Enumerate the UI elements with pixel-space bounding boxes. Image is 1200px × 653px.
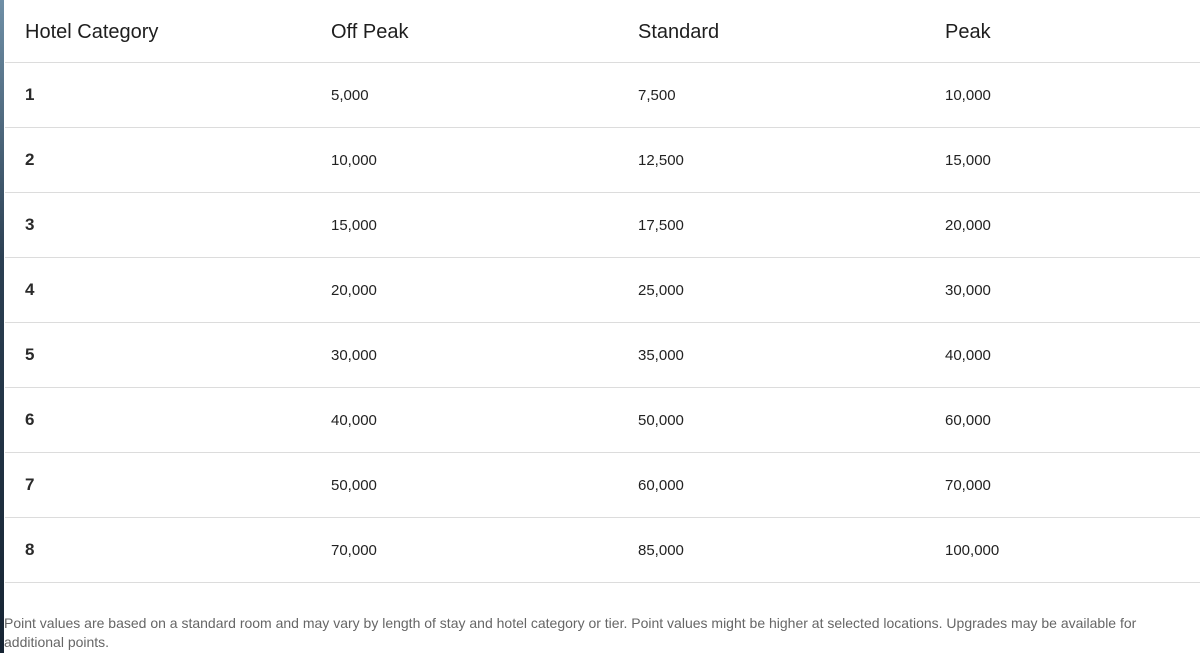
category-cell [5,63,311,128]
category-cell [5,323,311,388]
off-peak-value: 15,000 [331,216,377,234]
peak-value: 60,000 [945,411,991,429]
footnote-text: Point values are based on a standard room and may vary by length of stay and hotel category or tier. Point values might be higher at selected locations. Upgrades may be available for additional points. [4,615,1137,650]
peak-cell [925,258,1200,323]
table-body [5,63,1200,583]
off-peak-cell [311,388,618,453]
standard-value: 12,500 [638,151,684,169]
off-peak-cell [311,518,618,583]
left-edge-strip [0,0,4,653]
header-label: Standard [638,20,720,43]
category-cell [5,128,311,193]
category-cell [5,453,311,518]
category-value: 3 [25,215,35,234]
standard-cell [618,63,925,128]
off-peak-value: 10,000 [331,151,377,169]
header-standard [618,0,925,63]
peak-cell [925,518,1200,583]
off-peak-value: 20,000 [331,281,377,299]
category-cell [5,388,311,453]
peak-value: 15,000 [945,151,991,169]
off-peak-value: 40,000 [331,411,377,429]
header-hotel-category [5,0,311,63]
header-label: Off Peak [331,20,409,43]
peak-value: 70,000 [945,476,991,494]
header-peak [925,0,1200,63]
peak-value: 20,000 [945,216,991,234]
standard-value: 50,000 [638,411,684,429]
off-peak-value: 70,000 [331,541,377,559]
standard-value: 25,000 [638,281,684,299]
category-value: 7 [25,475,35,494]
standard-cell [618,518,925,583]
peak-value: 100,000 [945,541,1000,559]
category-value: 4 [25,280,35,299]
off-peak-cell [311,258,618,323]
standard-value: 35,000 [638,346,684,364]
off-peak-cell [311,453,618,518]
header-label: Peak [945,20,991,43]
peak-value: 40,000 [945,346,991,364]
category-value: 6 [25,410,35,429]
standard-value: 7,500 [638,86,676,104]
category-value: 8 [25,540,35,559]
category-cell [5,258,311,323]
peak-cell [925,128,1200,193]
standard-value: 17,500 [638,216,684,234]
header-off-peak [311,0,618,63]
peak-cell [925,453,1200,518]
peak-value: 10,000 [945,86,991,104]
standard-cell [618,128,925,193]
peak-cell [925,193,1200,258]
category-value: 1 [25,85,35,104]
category-value: 5 [25,345,35,364]
award-chart-table-wrapper [5,0,1200,583]
off-peak-value: 30,000 [331,346,377,364]
off-peak-cell [311,128,618,193]
standard-cell [618,193,925,258]
off-peak-cell [311,193,618,258]
award-chart-table [5,0,1200,583]
off-peak-cell [311,63,618,128]
off-peak-cell [311,323,618,388]
table-row [5,128,1200,193]
peak-value: 30,000 [945,281,991,299]
header-row [5,0,1200,63]
standard-cell [618,258,925,323]
peak-cell [925,63,1200,128]
standard-value: 85,000 [638,541,684,559]
table-row [5,388,1200,453]
category-cell [5,518,311,583]
table-row [5,323,1200,388]
standard-value: 60,000 [638,476,684,494]
off-peak-value: 5,000 [331,86,369,104]
table-row [5,518,1200,583]
table-row [5,63,1200,128]
category-cell [5,193,311,258]
standard-cell [618,453,925,518]
header-label: Hotel Category [25,20,159,43]
peak-cell [925,323,1200,388]
standard-cell [618,388,925,453]
table-header [5,0,1200,63]
table-row [5,453,1200,518]
off-peak-value: 50,000 [331,476,377,494]
table-row [5,193,1200,258]
table-row [5,258,1200,323]
peak-cell [925,388,1200,453]
category-value: 2 [25,150,35,169]
standard-cell [618,323,925,388]
